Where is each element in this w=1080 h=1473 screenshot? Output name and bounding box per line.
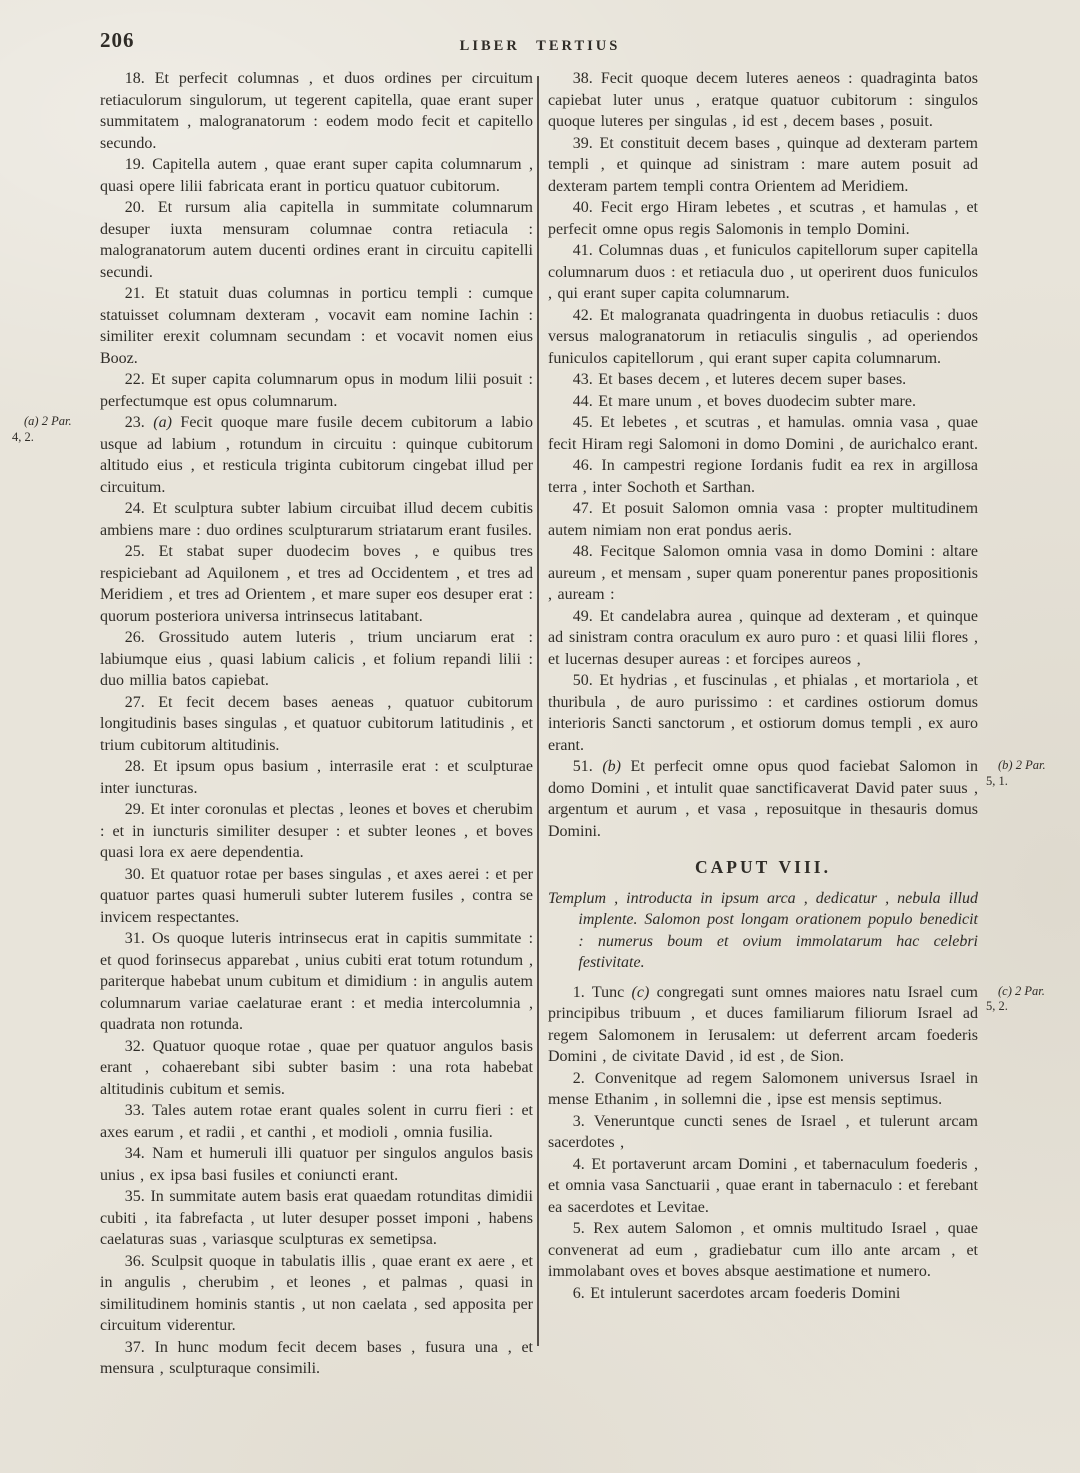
verse-paragraph — [548, 1218, 978, 1283]
verse-number: 48. — [572, 543, 593, 560]
verse-text: (a) Fecit quoque mare fusile decem cubitorum a labio usque ad labium , rotundum in circuitu : quinque cubitorum altitudo eius , et resticula triginta cubitorum cingebat illud per circuitum. — [100, 414, 533, 496]
verse-number: 45. — [572, 414, 593, 431]
verse-number: 51. — [572, 758, 593, 775]
verse-text: Fecitque Salomon omnia vasa in domo Domini : altare aureum , et mensam , super quam ponerentur panes propositionis , auream : — [548, 543, 979, 603]
verse-text: In campestri regione Iordanis fudit ea rex in argillosa terra , inter Sochoth et Sarthan. — [548, 457, 979, 496]
verse-number: 20. — [124, 199, 145, 216]
verse-number: 36. — [124, 1252, 145, 1270]
verse-paragraph — [548, 133, 978, 198]
verse-text: Et posuit Salomon omnia vasa : propter multitudinem autem nimiam non erat pondus aeris. — [548, 500, 979, 539]
verse-text: Columnas duas , et funiculos capitellorum super capitella columnarum duos : et retiacula duo , ut operirent duos funiculos , qui erant super capita columnarum. — [548, 242, 979, 302]
verse-number: 35. — [124, 1188, 145, 1205]
verse-number: 18. — [124, 70, 145, 87]
verse-number: 32. — [124, 1037, 145, 1055]
verse-paragraph — [548, 1111, 978, 1154]
verse-text: Quatuor quoque rotae , quae per quatuor angulos basis erant , cohaerebant sibi subter basim : una rota habebat altitudinis cubitum et semis. — [100, 1037, 533, 1098]
verse-text: Et stabat super duodecim boves , e quibus tres respiciebant ad Aquilonem , et tres ad Occidentem , et tres ad Meridiem , et tres ad Orientem , et mare super eos desuper erat : quorum posteriora universa intrinsecus latitabant. — [100, 543, 533, 625]
verse-number: 31. — [124, 930, 145, 947]
verse-paragraph — [548, 1154, 978, 1219]
verse-number: 3. — [572, 1112, 585, 1130]
verse-number: 19. — [124, 156, 145, 173]
verse-text: Nam et humeruli illi quatuor per singulos angulos basis unius , ex ipsa basi fusiles et coniuncti erant. — [100, 1145, 534, 1184]
verse-number: 37. — [124, 1338, 145, 1356]
column-divider-rule — [537, 76, 539, 1346]
verse-number: 30. — [124, 865, 145, 883]
left-column — [100, 68, 533, 1380]
verse-number: 26. — [124, 629, 145, 646]
verse-number: 43. — [572, 371, 593, 388]
verse-number: 33. — [124, 1102, 145, 1119]
margin-note-ref: (c) 2 Par. — [998, 983, 1045, 998]
verse-number: 24. — [124, 500, 145, 517]
verse-paragraph — [100, 864, 533, 929]
verse-number: 40. — [572, 199, 593, 216]
verse-paragraph — [548, 197, 978, 240]
verse-paragraph — [548, 541, 978, 606]
verse-paragraph — [100, 1036, 533, 1101]
verse-text: Et statuit duas columnas in porticu templi : cumque statuisset columnam dexteram , vocavit eam nomine Iachin : similiter erexit columnam secundam : et vocavit nomen eius Booz. — [100, 285, 534, 367]
verse-paragraph — [548, 68, 978, 133]
verse-text: In hunc modum fecit decem bases , fusura una , et mensura , sculpturaque consimili. — [100, 1338, 533, 1377]
verse-text: Grossitudo autem luteris , trium unciarum erat : labiumque eius , quasi labium calicis , et folium repandi lilii : duo millia batos capiebat. — [100, 629, 533, 689]
verse-paragraph — [548, 305, 978, 370]
verse-text: Veneruntque cuncti senes de Israel , et tulerunt arcam sacerdotes , — [548, 1112, 978, 1151]
margin-note-c — [986, 984, 1078, 1015]
verse-text: Et hydrias , et fuscinulas , et phialas , et mortariola , et thuribula , de auro purissimo : et cardines ostiorum domus interioris Sancti sanctorum , et ostiorum domus templi , ex auro erant. — [548, 672, 979, 754]
verse-paragraph — [548, 240, 978, 305]
verse-paragraph — [100, 498, 533, 541]
verse-paragraph — [548, 1068, 978, 1111]
verse-paragraph — [100, 412, 533, 498]
verse-paragraph — [548, 391, 978, 413]
verse-number: 42. — [572, 306, 593, 324]
verse-paragraph — [548, 412, 978, 455]
verse-paragraph — [100, 541, 533, 627]
verse-text: Et inter coronulas et plectas , leones et boves et cherubim : et in iuncturis similiter desuper : et subter leones , et boves quasi lora ex aere dependentia. — [100, 801, 533, 861]
page-number: 206 — [100, 28, 135, 52]
verse-paragraph — [100, 1100, 533, 1143]
verse-text: Et intulerunt sacerdotes arcam foederis Domini — [590, 1284, 901, 1302]
verse-number: 23. — [124, 414, 145, 431]
verse-number: 34. — [124, 1145, 145, 1162]
verse-paragraph — [100, 283, 533, 369]
verse-text: Os quoque luteris intrinsecus erat in capitis summitate : et quod forinsecus apparebat , unius cubiti erat totum rotundum , pariterque habebat unum cubitum et dimidium : in angulis autem columnarum variae caelaturae erant : et media intercolumnia , quadrata non rotunda. — [100, 930, 534, 1033]
verse-number: 47. — [572, 500, 593, 517]
verse-paragraph — [100, 1337, 533, 1380]
verse-paragraph — [100, 154, 533, 197]
running-header: LIBER TERTIUS — [459, 38, 621, 54]
verse-text: Et constituit decem bases , quinque ad dexteram partem templi , et quinque ad sinistram : mare autem posuit ad dexteram partem templi contra Orientem ad Meridiem. — [548, 134, 978, 195]
chapter8-verses — [548, 982, 978, 1305]
verse-paragraph — [548, 369, 978, 391]
verse-number: 39. — [572, 134, 593, 152]
verse-text: Et lebetes , et scutras , et hamulas. omnia vasa , quae fecit Hiram regi Salomoni in domo Domini , de aurichalco erant. — [548, 414, 979, 453]
margin-note-ref: (b) 2 Par. — [998, 758, 1046, 772]
verse-paragraph — [548, 498, 978, 541]
verse-text: Rex autem Salomon , et omnis multitudo Israel , quae convenerat ad eum , gradiebatur cum illo ante arcam , et immolabant oves et boves absque aestimatione et numero. — [548, 1220, 978, 1280]
verse-number: 25. — [124, 543, 145, 560]
verse-paragraph — [548, 756, 978, 842]
verse-paragraph — [100, 799, 533, 864]
verse-paragraph — [100, 1143, 533, 1186]
verse-number: 5. — [572, 1220, 585, 1237]
verse-number: 2. — [572, 1069, 585, 1087]
verse-number: 6. — [572, 1284, 585, 1302]
margin-note-locus: 4, 2. — [12, 429, 34, 444]
verse-text: Et fecit decem bases aeneas , quatuor cubitorum longitudinis bases singulas , et quatuor cubitorum latitudinis , et trium cubitorum altitudinis. — [100, 693, 533, 754]
verse-number: 21. — [124, 285, 145, 302]
verse-text: Fecit quoque decem luteres aeneos : quadraginta batos capiebat luter unus , eratque quatuor cubitorum : singulos quoque luteres per singulas , id est , decem bases , posuit. — [548, 70, 979, 130]
margin-note-ref: (a) 2 Par. — [24, 414, 72, 428]
verse-text: Et super capita columnarum opus in modum lilii posuit : perfectumque est opus columnarum. — [100, 371, 533, 410]
verse-number: 41. — [572, 242, 593, 259]
margin-note-a — [12, 414, 104, 445]
verse-paragraph — [100, 1186, 533, 1251]
chapter-argument: Templum , introducta in ipsum arca , dedicatur , nebula illud implente. Salomon post longam orationem populo benedicit : numerus boum et ovium immolatarum hac celebri festivitate. — [548, 889, 978, 971]
verse-number: 27. — [124, 693, 145, 711]
verse-number: 49. — [572, 607, 593, 625]
verse-number: 4. — [572, 1155, 585, 1173]
verse-text: Et rursum alia capitella in summitate columnarum desuper iuxta mensuram columnae contra retiacula : malogranatorum autem ducenti ordines erant in circuitu capitelli secundi. — [100, 199, 534, 281]
verse-paragraph — [548, 606, 978, 671]
verse-number: 28. — [124, 758, 145, 775]
verse-paragraph — [548, 670, 978, 756]
verse-paragraph — [100, 692, 533, 757]
verse-text: (b) Et perfecit omne opus quod faciebat Salomon in domo Domini , et intulit quae sanctificaverat David pater suus , argentum et aurum , et vasa , reposuitque in thesauris domus Domini. — [548, 758, 978, 840]
verse-number: 50. — [572, 672, 593, 689]
verse-text: Convenitque ad regem Salomonem universus Israel in mense Ethanim , in sollemni die , ipse est mensis septimus. — [548, 1069, 978, 1108]
verse-text: Et malogranata quadringenta in duobus retiaculis : duos versus malogranatorum in retiaculis singulis , ad operiendos funiculos capitellorum , qui erant super capita columnarum. — [548, 306, 979, 367]
verse-text: Et ipsum opus basium , interrasile erat : et sculpturae inter iuncturas. — [100, 758, 534, 797]
verse-number: 1. — [572, 983, 585, 1001]
verse-text: Et perfecit columnas , et duos ordines per circuitum retiaculorum singulorum, ut tegerent capitella, quae erant super summitatem , malogranatorum : eodem modo fecit et capitello secundo. — [100, 70, 534, 152]
margin-note-locus: 5, 1. — [986, 773, 1008, 788]
verse-paragraph — [100, 627, 533, 692]
right-column — [548, 68, 978, 1304]
verse-paragraph — [548, 455, 978, 498]
verse-text: Sculpsit quoque in tabulatis illis , quae erant ex aere , et in angulis , cherubim , et leones , et palmas , quasi in similitudinem hominis stantis , ut non caelata , sed apposita per circuitum viderentur. — [100, 1252, 534, 1334]
verse-text: Et quatuor rotae per bases singulas , et axes aerei : et per quatuor partes quasi humeruli subter luterem fusiles , contra se invicem respectantes. — [100, 865, 534, 926]
verse-paragraph — [548, 1283, 978, 1305]
margin-note-b — [986, 758, 1078, 789]
verse-number: 44. — [572, 392, 593, 410]
verse-paragraph — [100, 68, 533, 154]
verse-text: In summitate autem basis erat quaedam rotunditas dimidii cubiti , ita fabrefacta , ut luter desuper posset imponi , habens caelaturas suas , variasque sculpturas ex semetipsa. — [100, 1188, 534, 1248]
verse-paragraph — [548, 982, 978, 1068]
verse-paragraph — [100, 1251, 533, 1337]
chapter-heading: CAPUT VIII. — [695, 857, 831, 877]
verse-number: 46. — [572, 457, 593, 474]
verse-text: Tales autem rotae erant quales solent in curru fieri : et axes earum , et radii , et canthi , et modioli , omnia fusilia. — [100, 1102, 534, 1141]
verse-text: Et sculptura subter labium circuibat illud decem cubitis ambiens mare : duo ordines sculpturarum striatarum erant fusiles. — [100, 500, 534, 539]
verse-text: Et bases decem , et luteres decem super bases. — [598, 371, 907, 388]
verse-paragraph — [100, 928, 533, 1036]
margin-note-locus: 5, 2. — [986, 999, 1008, 1013]
verse-paragraph — [100, 756, 533, 799]
verse-text: Et mare unum , et boves duodecim subter mare. — [598, 392, 916, 410]
verse-text: Et portaverunt arcam Domini , et tabernaculum foederis , et omnia vasa Sanctuarii , quae erant in tabernaculo : et ferebant ea sacerdotes et Levitae. — [548, 1155, 979, 1216]
verse-paragraph — [100, 369, 533, 412]
verse-number: 29. — [124, 801, 145, 818]
verse-paragraph — [100, 197, 533, 283]
chapter7-verses — [548, 68, 978, 842]
verse-text: Capitella autem , quae erant super capita columnarum , quasi opere lilii fabricata erant in porticu quatuor cubitorum. — [100, 156, 534, 195]
verse-number: 38. — [572, 70, 593, 87]
verse-number: 22. — [124, 371, 145, 388]
verse-text: Tunc (c) congregati sunt omnes maiores natu Israel cum principibus tribuum , et duces familiarum filiorum Israel ad regem Salomonem in Ierusalem: ut deferrent arcam foederis Domini , de civitate David , id est , de Sion. — [548, 983, 978, 1065]
verse-text: Fecit ergo Hiram lebetes , et scutras , et hamulas , et perfecit omne opus regis Salomonis in templo Domini. — [548, 199, 978, 238]
verse-text: Et candelabra aurea , quinque ad dexteram , et quinque ad sinistram contra oraculum ex auro puro : et quasi lilii flores , et lucernas desuper aureas : et forcipes aureos , — [548, 607, 978, 668]
